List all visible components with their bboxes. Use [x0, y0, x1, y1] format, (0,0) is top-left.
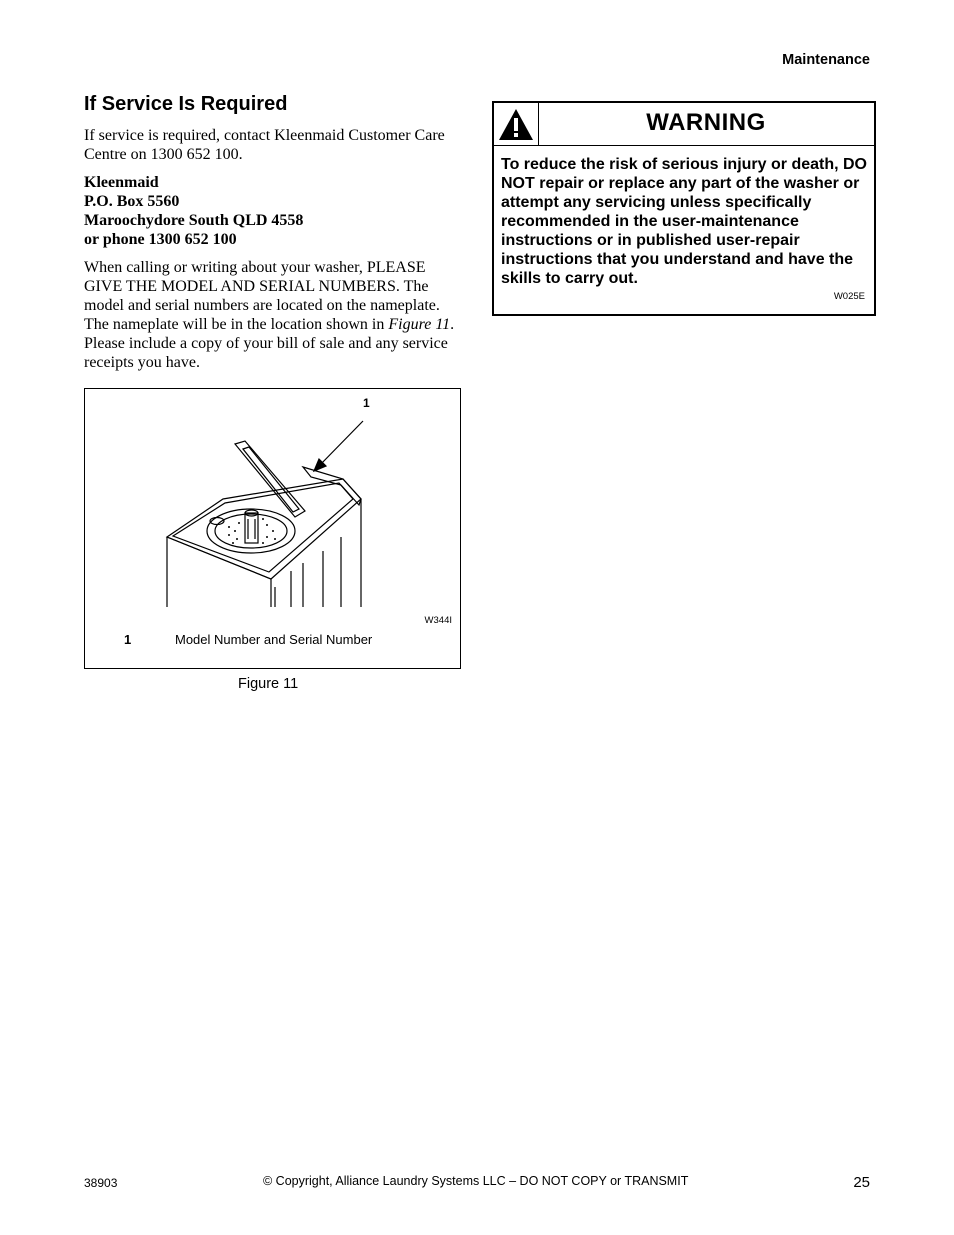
running-header: Maintenance [782, 52, 870, 68]
warning-header [494, 103, 874, 146]
figure-box [84, 388, 461, 669]
paragraph-text: . Please include a copy of your bill of sale and any service receipts you have. [84, 316, 455, 371]
figure-reference-link[interactable]: Figure 11 [388, 316, 451, 333]
warning-icon-cell [494, 103, 539, 145]
legend-number: 1 [124, 632, 132, 647]
figure-callout-number: 1 [363, 396, 370, 410]
copyright-notice: © Copyright, Alliance Laundry Systems LLC – DO NOT COPY or TRANSMIT [263, 1174, 689, 1188]
document-number: 38903 [84, 1176, 118, 1190]
warning-text: To reduce the risk of serious injury or death, DO NOT repair or replace any part of the washer or attempt any servicing unless specifically recommended in the user-maintenance instructions or in published user-repair instructions that you understand and have the skills to carry out. [501, 156, 867, 287]
warning-title: WARNING [646, 109, 766, 136]
figure-caption: Figure 11 [238, 676, 299, 692]
warning-triangle-icon [494, 103, 538, 145]
contact-instructions-paragraph [84, 258, 460, 372]
paragraph-text: When calling or writing about your washer, PLEASE GIVE THE MODEL AND SERIAL NUMBERS. The model and serial numbers are located on the nameplate. The nameplate will be in the location shown in [84, 259, 440, 333]
warning-box [492, 101, 876, 316]
warning-code: W025E [833, 291, 865, 302]
address-line: Maroochydore South QLD 4558 [84, 212, 304, 229]
legend-text: Model Number and Serial Number [175, 632, 373, 647]
address-line: P.O. Box 5560 [84, 193, 180, 210]
washer-illustration [163, 419, 393, 609]
address-line: Kleenmaid [84, 174, 159, 191]
address-line: or phone 1300 652 100 [84, 231, 237, 248]
section-title: If Service Is Required [84, 93, 288, 115]
figure-code: W344I [424, 615, 452, 626]
service-intro-paragraph: If service is required, contact Kleenmaid Customer Care Centre on 1300 652 100. [84, 127, 445, 163]
address-block [84, 173, 460, 249]
page-number: 25 [853, 1174, 870, 1191]
service-section [84, 92, 460, 381]
